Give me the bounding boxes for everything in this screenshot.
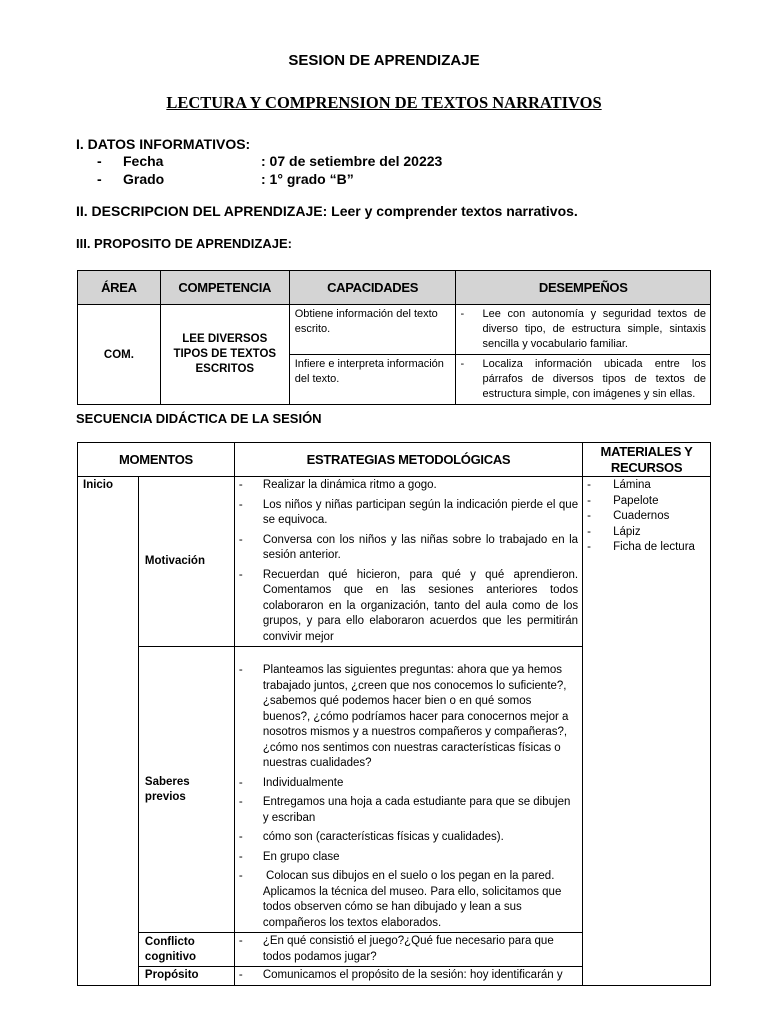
table-row <box>78 305 711 355</box>
capacidad-cell: Obtiene información del texto escrito. <box>289 305 456 355</box>
materiales-cell <box>583 477 711 986</box>
datos-heading: I. DATOS INFORMATIVOS: <box>76 136 251 152</box>
header-momentos: MOMENTOS <box>78 443 235 477</box>
header-estrategias: ESTRATEGIAS METODOLÓGICAS <box>234 443 582 477</box>
conflicto-strategies <box>234 933 582 967</box>
datos-label: Fecha <box>123 153 164 169</box>
strategy-text: Realizar la dinámica ritmo a gogo. <box>262 479 437 491</box>
capacidad-cell: Infiere e interpreta información del texto. <box>289 355 456 405</box>
proposito-table <box>77 270 711 405</box>
table-header-row <box>78 443 711 477</box>
strategy-text: Conversa con los niños y las niñas sobre lo trabajado en la sesión anterior. <box>262 533 579 561</box>
area-cell: COM. <box>78 305 161 405</box>
strategy-text: Recuerdan qué hicieron, para qué y qué aprendieron. Comentamos que en las sesiones anteriores todos colaboraron en la organización, tanto del aula como de los grupos, y para ello elaboraron acuerdos que les permitirán convivir mejor <box>262 568 579 643</box>
material-item: Lámina <box>613 479 651 491</box>
document-subtitle: LECTURA Y COMPRENSION DE TEXTOS NARRATIVOS <box>166 93 602 112</box>
bullet-dash: - <box>97 171 102 187</box>
strategy-text: cómo son (características físicas y cualidades). <box>262 831 504 843</box>
secuencia-table <box>77 442 711 986</box>
header-capacidades: CAPACIDADES <box>289 271 456 305</box>
bullet-dash: - <box>238 969 243 981</box>
bullet-dash: - <box>238 498 243 511</box>
bullet-dash: - <box>587 510 591 522</box>
bullet-dash: - <box>587 525 591 538</box>
material-item: Papelote <box>613 494 659 507</box>
header-area: ÁREA <box>78 271 161 305</box>
desempeno-text: Localiza información ubicada entre los párrafos de diversos tipos de textos de estructura simple, con imágenes y sin ellas. <box>482 358 706 400</box>
bullet-dash: - <box>97 153 102 169</box>
bullet-dash: - <box>587 541 591 553</box>
bullet-dash: - <box>238 533 243 546</box>
saberes-strategies <box>234 647 582 933</box>
datos-row-fecha <box>97 153 442 169</box>
strategy-text: Colocan sus dibujos en el suelo o los pegan en la pared. Aplicamos la técnica del museo. Para ello, solicitamos que todos observen cómo se han dibujado y lean a sus compañeros los textos elaborados. <box>262 870 565 929</box>
material-item: Lápiz <box>613 525 641 538</box>
strategy-text: Individualmente <box>262 776 344 789</box>
desempeno-text: Lee con autonomía y seguridad textos de diverso tipo, de estructura simple, sintaxis sencilla y vocabulario familiar. <box>482 308 706 350</box>
bullet-dash: - <box>238 831 243 843</box>
secuencia-heading: SECUENCIA DIDÁCTICA DE LA SESIÓN <box>76 411 322 426</box>
desempeno-cell <box>456 305 711 355</box>
inicio-cell: Inicio <box>78 477 139 986</box>
material-item: Cuadernos <box>613 510 670 522</box>
strategy-text: Comunicamos el propósito de la sesión: hoy identificarán y <box>262 969 563 981</box>
proposito-strategies <box>234 967 582 986</box>
proposito-heading: III. PROPOSITO DE APRENDIZAJE: <box>76 236 292 251</box>
strategy-text: Los niños y niñas participan según la indicación pierde el que se equivoca. <box>262 498 579 526</box>
bullet-dash: - <box>238 479 243 491</box>
header-desempenos: DESEMPEÑOS <box>456 271 711 305</box>
bullet-dash: - <box>587 479 591 491</box>
bullet-dash: - <box>238 664 243 676</box>
bullet-dash: - <box>238 935 243 947</box>
datos-value: : 07 de setiembre del 20223 <box>261 153 443 169</box>
datos-row-grado <box>97 171 354 187</box>
bullet-dash: - <box>460 358 465 370</box>
strategy-text: En grupo clase <box>262 850 340 863</box>
bullet-dash: - <box>238 850 243 863</box>
header-materiales: MATERIALES Y RECURSOS <box>583 443 711 477</box>
conflicto-cognitivo-cell: Conflicto cognitivo <box>138 933 234 967</box>
bullet-dash: - <box>587 494 591 507</box>
strategy-text: Entregamos una hoja a cada estudiante para que se dibujen y escriban <box>262 796 571 824</box>
material-item: Ficha de lectura <box>613 541 695 553</box>
bullet-dash: - <box>238 776 243 789</box>
competencia-cell: LEE DIVERSOS TIPOS DE TEXTOS ESCRITOS <box>160 305 289 405</box>
bullet-dash: - <box>238 796 243 808</box>
bullet-dash: - <box>238 870 243 882</box>
datos-label: Grado <box>123 171 165 187</box>
strategy-text: Planteamos las siguientes preguntas: ahora que ya hemos trabajado juntos, ¿creen que nos conocemos lo suficiente?, ¿sabemos qué podemos hacer bien o en qué somos buenos?, ¿cómo podríamos hacer para conocernos mejor a nosotros mismos y a nuestros compañeros y compañeras?, ¿cómo nos sentimos con nuestras características físicas o nuestras cualidades? <box>262 664 569 769</box>
datos-value: : 1° grado “B” <box>261 171 354 187</box>
descripcion-heading: II. DESCRIPCION DEL APRENDIZAJE: Leer y comprender textos narrativos. <box>76 203 578 219</box>
saberes-previos-cell: Saberes previos <box>138 647 234 933</box>
bullet-dash: - <box>460 308 465 320</box>
table-row-motivacion <box>78 477 711 647</box>
motivacion-cell: Motivación <box>138 477 234 647</box>
table-header-row <box>78 271 711 305</box>
motivacion-strategies <box>234 477 582 647</box>
desempeno-cell <box>456 355 711 405</box>
header-competencia: COMPETENCIA <box>160 271 289 305</box>
document-title: SESION DE APRENDIZAJE <box>288 52 480 69</box>
proposito-cell: Propósito <box>138 967 234 986</box>
strategy-text: ¿En qué consistió el juego?¿Qué fue necesario para que todos podamos jugar? <box>262 935 554 963</box>
bullet-dash: - <box>238 568 243 581</box>
